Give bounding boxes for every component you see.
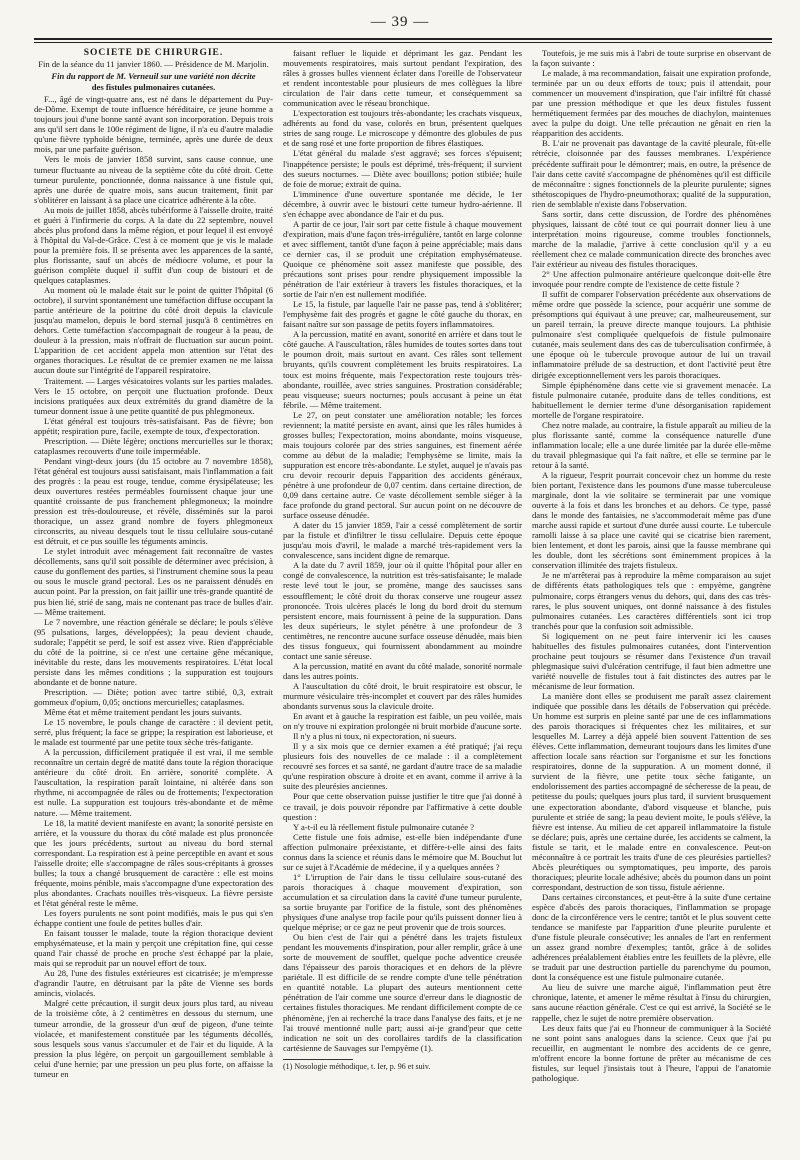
paragraph: Le 7 novembre, une réaction générale se déclare; le pouls s'élève (95 pulsations, larges, développées); la peau devient chaude, sudorale; l'appétit se perd, le soif est assez vive. Rien d'appréciable du côté de la poitrine, si ce n'est une certaine gêne mécanique, inévitable du reste, dans les mouvements respiratoires. L'état local persiste dans les mêmes conditions ; la suppuration est toujours abondante et de bonne nature. (34, 616, 273, 687)
paragraph: Il y a six mois que ce dernier examen a été pratiqué; j'ai reçu plusieurs fois des nouvelles de ce malade : il a complètement recouvré ses forces et sa santé, ne gardant d'autre trace de sa maladie qu'une respiration obscure à droite et en avant, comme il arrive à la suite des pleurésies anciennes. (283, 741, 522, 792)
footnote-rule (283, 1059, 353, 1060)
paragraph: L'imminence d'une ouverture spontanée me décide, le 1er décembre, à ouvrir avec le bistouri cette tumeur hydro-aérienne. Il s'en échappe avec abondance de l'air et du pus. (283, 188, 522, 219)
paragraph: Simple épiphénomène dans cette vie si gravement menacée. La fistule pulmonaire cutanée, produite dans de telles conditions, est habituellement le dernier terme d'une désorganisation rapidement mortelle de l'organe respiratoire. (532, 379, 771, 420)
report-subtitle: des fistules pulmonaires cutanées. (91, 82, 216, 93)
paragraph: A l'auscultation du côté droit, le bruit respiratoire est obscur, le murmure vésiculaire très-incomplet et couvert par des râles humides abondants survenus sous la clavicule droite. (283, 680, 522, 712)
paragraph: Il n'y a plus ni toux, ni expectoration, ni sueurs. (293, 731, 457, 742)
session-line: Fin de la séance du 11 janvier 1860. — Présidence de M. Marjolin. (38, 59, 269, 70)
paragraph: Le stylet introduit avec ménagement fait reconnaître de vastes décollements, sans qu'il soit possible de déterminer avec précision, à cause du gonflement des parties, si l'instrument chemine sous la peau ou sous le muscle grand pectoral. Les os ne paraissent dénudés en aucun point. Par la pression, on fait jaillir une très-grande quantité de pus bien lié, strié de sang, mais ne contenant pas trace de bulles d'air. — Même traitement. (34, 546, 273, 617)
paragraph: Au moment où le malade était sur le point de quitter l'hôpital (6 octobre), il survint spontanément une tuméfaction diffuse occupant la partie antérieure de la poitrine du côté droit depuis la clavicule jusqu'au mamelon, depuis le bord sternal jusqu'à 8 centimètres en dehors. Cette tuméfaction s'accompagnait de rougeur à la peau, de douleur à la pression, mais n'offrait de fluctuation sur aucun point. L'apparition de cet accident appela mon attention sur l'état des organes thoraciques. Le résultat de ce premier examen ne me laissa aucun doute sur l'intégrité de l'appareil respiratoire. (34, 285, 273, 376)
paragraph: Dans certaines circonstances, et peut-être à la suite d'une certaine espèce d'abcès des parois thoraciques, l'inflammation se propage donc de la circonférence vers le centre; tantôt et le plus souvent cette tendance se manifeste par l'apparition d'une pleurite purulente et d'une fistule pleurale consécutive; les annales de l'art en renferment un assez grand nombre d'exemples; tantôt, grâce à de solides adhérences préalablement établies entre les feuillets de la plèvre, elle se traduit par une destruction partielle du parenchyme du poumon, dont la conséquence est une fistule pulmonaire cutanée. (532, 891, 771, 983)
paragraph: 1° L'irruption de l'air dans le tissu cellulaire sous-cutané des parois thoraciques à chaque mouvement d'expiration, son accumulation et sa circulation dans la cavité d'une tumeur purulente, sa sortie bruyante par l'orifice de la fistule, sont des phénomènes physiques d'une analyse trop facile pour qu'ils puissent donner lieu à quelque méprise; or ce gaz ne peut provenir que de trois sources. (283, 871, 522, 933)
paragraph: Vers le mois de janvier 1858 survint, sans cause connue, une tumeur fluctuante au niveau de la septième côte du côté droit. Cette tumeur purulente, ponctionnée, donna naissance à une fistule qui, après une durée de quatre mois, sans aucun traitement, finit par s'oblitérer en laissant à sa place une cicatrice adhérente à la côte. (34, 154, 273, 205)
header-rule (34, 38, 772, 43)
paragraph: Y a-t-il eu là réellement fistule pulmonaire cutanée ? (293, 821, 475, 832)
paragraph: L'expectoration est toujours très-abondante; les crachats visqueux, adhérents au fond du vase, colorés en brun, présentent quelques stries de sang rouge. Le microscope y démontre des globules de pus et de sang rosé et une forte proportion de fibres élastiques. (283, 108, 522, 149)
paragraph: faisant refluer le liquide et déprimant les gaz. Pendant les mouvements respiratoires, mais surtout pendant l'expiration, des râles à grosses bulles viennent éclater dans l'oreille de l'observateur et rendent incontestable pour plusieurs de mes collègues la libre circulation de l'air dans cette tumeur, et conséquemment sa communication avec le réseau bronchique. (283, 48, 522, 109)
paragraph: F..., âgé de vingt-quatre ans, est né dans le département du Puy-de-Dôme. Exempt de toute influence héréditaire, ce jeune homme a toujours joui d'une bonne santé avant son incorporation. Depuis trois ans qu'il sert dans le 100e régiment de ligne, il n'a eu d'autre maladie qu'une fièvre typhoïde bénigne, terminée, après une durée de deux mois, par une parfaite guérison. (34, 94, 273, 155)
paragraph: Prescription. — Diète légère; onctions mercurielles sur le thorax; cataplasmes recouverts d'une toile imperméable. (34, 435, 273, 456)
paragraph: Pendant vingt-deux jours (du 15 octobre au 7 novembre 1858), l'état général est toujours aussi satisfaisant, mais l'inflammation a fait des progrès : la peau est rouge, tendue, comme érysipélateuse; les deux ouvertures restées perméables fournissent chaque jour une quantité croissante de pus franchement phlegmoneux; la moindre pression est très-douloureuse, et révèle, disséminés sur la paroi thoracique, un assez grand nombre de foyers phlegmoneux circonscrits, au niveau desquels tout le tissu cellulaire sous-cutané est détruit, et ce pus souille les téguments amincis. (34, 455, 273, 547)
paragraph: L'état général du malade s'est aggravé; ses forces s'épuisent; l'inappétence persiste; le pouls est déprimé, très-fréquent; il survient des sueurs nocturnes. — Diète avec bouillons; potion stibiée; huile de foie de morue; extrait de quina. (283, 148, 522, 189)
paragraph: A dater du 15 janvier 1859, l'air a cessé complètement de sortir par la fistule et d'infiltrer le tissu cellulaire. Depuis cette époque jusqu'au mois d'avril, le malade a marché très-rapidement vers la convalescence, sans incident digne de remarque. (283, 520, 522, 561)
paragraph: Prescription. — Diète; potion avec tartre stibié, 0,3, extrait gommeux d'opium, 0,05; onctions mercurielles; cataplasmes. (34, 686, 273, 707)
paragraph: A la percussion, difficilement pratiquée il est vrai, il me semble reconnaître un certain degré de matité dans toute la région thoracique antérieure du côté droit. En arrière, sonorité complète. A l'auscultation, la respiration paraît lointaine, ni altérée dans son rhythme, ni accompagnée de râles ou de frottements; l'expectoration est nulle. La suppuration est toujours très-abondante et de même nature. — Même traitement. (34, 747, 273, 818)
page-number: — 39 — (370, 14, 430, 30)
paragraph: La manière dont elles se produisent me paraît assez clairement indiquée que possible dans les détails de l'observation qui précède. Un homme est surpris en pleine santé par une de ces inflammations des parois thoraciques si fréquentes chez les militaires, et sur lesquelles M. Larrey a déjà appelé bien souvent l'attention de ses élèves. Cette inflammation, demeurant toujours dans les limites d'une affection locale sans réaction sur l'organisme et sur les fonctions respiratoires, donne de la suppuration. A un moment donné, il survient de la fièvre, une petite toux sèche fatigante, un endolorissement des parties accompagné de sécheresse de la peau, de petitesse du pouls; quelques jours plus tard, il survient brusquement une expectoration abondante, d'abord visqueuse et blanche, puis purulente et striée de sang; la peau devient moite, le pouls s'élève, la fièvre est intense. Au milieu de cet appareil inflammatoire la fistule se déclare; puis, après une certaine durée, les accidents se calment, la fistule se tarit, et le malade entre en convalescence. Peut-on méconnaître à ce portrait les traits d'une de ces pleurésies partielles? Abcès pleurétiques ou symptomatiques, peu importe, des parois thoraciques; pleurite locale adhésive; abcès du poumon dans un point correspondant, destruction de son tissu, fistule aérienne. (532, 691, 771, 892)
paragraph: Le 27, on peut constater une amélioration notable; les forces reviennent; la matité persiste en avant, ainsi que les râles humides à grosses bulles; l'expectoration, moins abondante, moins visqueuse, mais toujours colorée par des stries sanguines, est finement aérée comme au début de la maladie; l'emphysème se limite, mais la suppuration est encore très-abondante. Le stylet, auquel je n'avais pas cru devoir recourir depuis l'apparition des accidents généraux, pénètre à une profondeur de 0,07 centim. dans certaine direction, de 0,09 dans certaine autre. Ce vaste décollement semble siéger à la face profonde du grand pectoral. Sur aucun point on ne découvre de surface osseuse dénudée. (283, 409, 522, 521)
paragraph: 2° Une affection pulmonaire antérieure quelconque doit-elle être invoquée pour rendre compte de l'existence de cette fistule ? (532, 269, 771, 290)
paragraph: Le 15, la fistule, par laquelle l'air ne passe pas, tend à s'oblitérer; l'emphysème fait des progrès et gagne le côté gauche du thorax, en faisant naître sur son passage de petits foyers inflammatoires. (283, 299, 522, 330)
paragraph: Même état et même traitement pendant les jours suivants. (44, 707, 242, 718)
column-middle (283, 48, 522, 1148)
paragraph: A partir de ce jour, l'air sort par cette fistule à chaque mouvement d'expiration, mais d'une façon très-irrégulière, tantôt en large colonne et avec sifflement, tantôt d'une façon à peine appréciable; mais dans ce dernier cas, il se produit une crépitation emphysémateuse. Quoique ce phénomène soit assez manifeste que possible, des précautions sont prises pour rendre physiquement impossible la pénétration de l'air extérieur à travers les fistules thoraciques, et la sortie de l'air n'en est nullement modifiée. (283, 218, 522, 300)
paragraph: Les deux faits que j'ai eu l'honneur de communiquer à la Société ne sont point sans analogues dans la science. Ceux que j'ai pu recueillir, en augmentant le nombre des accidents de ce genre, m'offrent encore la bonne fortune de prêter au mécanisme de ces fistules, sur lequel j'insistais tout à l'heure, l'appui de l'anatomie pathologique. (532, 1022, 771, 1083)
paragraph: Il suffit de comparer l'observation précédente aux observations de même ordre que possède la science, pour acquérir une somme de présomptions qui équivaut à une preuve; car, malheureusement, sur un pareil terrain, la preuve directe manque toujours. La phthisie pulmonaire s'est compliquée quelquefois de fistule pulmonaire cutanée, mais seulement dans des cas de tuberculisation confirmée, à une époque où le tubercule provoque autour de lui un travail inflammatoire prélude de sa destruction, et dont l'activité peut être dirigée exceptionnellement vers les parois thoraciques. (532, 289, 771, 380)
paragraph: En avant et à gauche la respiration est faible, un peu voilée, mais on n'y trouve ni expiration prolongée ni bruit morbide d'aucune sorte. (283, 711, 522, 732)
paragraph: A la date du 7 avril 1859, jour où il quitte l'hôpital pour aller en congé de convalescence, la nutrition est très-satisfaisante; le malade reste levé tout le jour, se promène, mange des saucisses sans essoufflement; le côté droit du thorax conserve une rougeur assez prononcée. Trois ulcères placés le long du bord droit du sternum persistent encore, mais fournissent à peine de la suppuration. Dans les deux supérieurs, le stylet pénètre à une profondeur de 3 centimètres, ne rencontre aucune surface osseuse dénudée, mais bien des tissus fongueux, qui fournissent abondamment au moindre contact une sanie séreuse. (283, 560, 522, 661)
paragraph: Pour que cette observation puisse justifier le titre que j'ai donné à ce travail, je dois pouvoir répondre par l'affirmative à cette double question : (283, 791, 522, 822)
paragraph: Le malade, à ma recommandation, faisait une expiration profonde, terminée par un ou deux efforts de toux; puis il attendait, pour commencer un mouvement d'inspiration, que l'air infiltré fût chassé par une pression méthodique et que les deux fistules fussent hermétiquement fermées par des mouches de diachylon, maintenues avec la pulpe du doigt. Une telle précaution ne gênait en rien la réapparition des accidents. (532, 68, 771, 139)
paragraph: Au mois de juillet 1858, abcès tubériforme à l'aisselle droite, traité et guéri à l'infirmerie du corps. A la date du 22 septembre, nouvel abcès plus profond dans la même région, et pour lequel il est envoyé à l'hôpital du Val-de-Grâce. C'est à ce moment que je vis le malade pour la première fois. Il se présenta avec les apparences de la santé, plus florissante, sauf un abcès de médiocre volume, et pour la guérison complète duquel il suffit d'un coup de bistouri et de quelques cataplasmes. (34, 204, 273, 286)
paragraph: Malgré cette précaution, il surgit deux jours plus tard, au niveau de la troisième côte, à 2 centimètres en dessous du sternum, une tumeur arrondie, de la grosseur d'un œuf de pigeon, d'une teinte violacée, et manifestement constituée par les téguments décollés, sous lesquels sous vanus s'accumuler et de l'air et du liquide. A la pression la plus légère, on perçoit un gargouillement semblable à celui d'une hernie; par une pression un peu plus forte, on affaisse la tumeur en (34, 998, 273, 1079)
paragraph: Au lieu de suivre une marche aiguë, l'inflammation peut être chronique, latente, et amener le même résultat à l'insu du chirurgien, sans aucune réaction générale. C'est ce qui est arrivé, la Société se le rappelle, chez le sujet de notre première observation. (532, 982, 771, 1023)
paragraph: Je ne m'arrêterai pas à reproduire la même comparaison au sujet de différents états pathologiques tels que : empyème, gangrène pulmonaire, corps étrangers venus du dehors, qui, dans des cas très-rares, le plus souvent uniques, ont donné naissance à des fistules pulmonaires cutanées. Les caractères différentiels sont ici trop tranchés pour que la confusion soit admissible. (532, 570, 771, 631)
paragraph: Toutefois, je me suis mis à l'abri de toute surprise en observant de la façon suivante : (532, 48, 771, 69)
report-title: Fin du rapport de M. Verneuil sur une variété non décrite (51, 71, 256, 82)
paragraph: Sans sortir, dans cette discussion, de l'ordre des phénomènes physiques, laissant de côté tout ce qui pourrait donner lieu à une interprétation moins rigoureuse, comme troubles fonctionnels, marche de la maladie, j'arrive à cette conclusion qu'il y a eu réellement chez ce malade communication directe des bronches avec l'air extérieur au niveau des fistules thoraciques. (532, 208, 771, 269)
paragraph: Le 18, la matité devient manifeste en avant; la sonorité persiste en arrière, et la voussure du thorax du côté malade est plus prononcée que les jours précédents, surtout au niveau du bord sternal correspondant. La respiration est à peine perceptible en avant et sous l'aisselle droite; elle s'accompagne de râles sous-crépitants à grosses bulles; la toux a changé brusquement de caractère : elle est moins fréquente, moins pénible, mais s'accompagne d'une expectoration des plus abondantes. Crachats nouilles très-visqueux. La fièvre persiste et l'état général reste le même. (34, 817, 273, 908)
paragraph: Ou bien c'est de l'air qui a pénétré dans les trajets fistuleux pendant les mouvements d'inspiration, pour aller remplir, grâce à une sorte de mouvement de soufflet, quelque poche adventice creusée dans l'épaisseur des parois thoraciques et en dehors de la plèvre pariétale. Il est difficile de se rendre compte d'une telle pénétration en quantité notable. La plupart des auteurs mentionnent cette pénétration de l'air comme une source d'erreur dans le diagnostic de certaines fistules thoraciques. Me rendant difficilement compte de ce phénomène, j'en ai recherché la trace dans l'analyse des faits, et je ne l'ai trouvé mentionné nulle part; aussi ai-je grand'peur que cette indication ne soit un des corollaires tardifs de la classification cartésienne de Sauvages sur l'empyème (1). (283, 932, 522, 1053)
paragraph: Traitement. — Larges vésicatoires volants sur les parties malades. Vers le 15 octobre, on perçoit une fluctuation profonde. Deux incisions pratiquées aux deux extrémités du grand diamètre de la tumeur donnent issue à une petite quantité de pus phlegmoneux. (34, 375, 273, 416)
paragraph: Cette fistule une fois admise, est-elle bien indépendante d'une affection pulmonaire préexistante, et diffère-t-elle ainsi des faits connus dans la science et réunis dans le mémoire que M. Bouchut lut sur ce sujet à l'Académie de médecine, il y a quelques années ? (283, 831, 522, 872)
column-left (34, 48, 273, 1148)
paragraph: B. L'air ne provenait pas davantage de la cavité pleurale, fût-elle rétrécie, cloisonnée par des fausses membranes. L'expérience précédente suffirait pour le démontrer; mais, en outre, la présence de l'air dans cette cavité s'accompagne de phénomènes qu'il est difficile de méconnaître : signes fonctionnels de la pleurite purulente; signes sthétoscopiques de l'hydro-pneumothorax; qualité de la suppuration, rien de semblable n'existe dans l'observation. (532, 138, 771, 209)
paragraph: Chez notre malade, au contraire, la fistule apparaît au milieu de la plus florissante santé, comme la conséquence naturelle d'une inflammation locale; elle a une durée limitée par la durée elle-même du travail phlegmasique qui l'a fait naître, et elle se termine par le retour à la santé. (532, 419, 771, 470)
paragraph: Si logiquement on ne peut faire intervenir ici les causes habituelles des fistules pulmonaires cutanées, dont l'intervention prochaine peut toujours se résumer dans l'existence d'un travail phlegmasique suivi d'ulcération centrifuge, il faut bien admettre une variété nouvelle de fistules tout à fait distinctes des autres par le mécanisme de leur formation. (532, 630, 771, 691)
paragraph: Au 28, l'une des fistules extérieures est cicatrisée; je m'empresse d'agrandir l'autre, en détruisant par la pâte de Vienne ses bords amincis, violacés. (34, 968, 273, 999)
paragraph: L'état général est toujours très-satisfaisant. Pas de fièvre; bon appétit; respiration pure, facile, exempte de toux, d'expectoration. (34, 415, 273, 436)
article-columns (34, 48, 772, 1148)
footnote: (1) Nosologie méthodique, t. Ier, p. 96 et suiv. (283, 1061, 431, 1071)
column-right (532, 48, 771, 1148)
paragraph: A la rigueur, l'esprit pourrait concevoir chez un homme du reste bien portant, l'existence dans les poumons d'une masse tuberculeuse marginale, dont la vie solitaire se terminerait par une vomique ouverte à la fois et dans les bronches et au dehors. Ce type, passé dans le monde des fantaisies, ne s'accommoderait même pas d'une marche aussi rapide et surtout d'une durée aussi courte. Le tubercule ramolli laisse à sa place une cavité qui se cicatrise bien rarement, bien lentement, et dont les parois, ainsi que la fausse membrane qui les double, dont les sécrétions sont éminemment propices à la conservation illimitée des trajets fistuleux. (532, 469, 771, 571)
paragraph: A la percussion, matité en avant du côté malade, sonorité normale dans les autres points. (283, 660, 522, 681)
society-heading: SOCIÉTÉ DE CHIRURGIE. (83, 48, 224, 58)
paragraph: Les foyers purulents ne sont point modifiés, mais le pus qui s'en échappe contient une foule de petites bulles d'air. (34, 907, 273, 929)
paragraph: Le 15 novembre, le pouls change de caractère : il devient petit, serré, plus fréquent; la face se grippe; la respiration est laborieuse, et le malade est tourmenté par une petite toux sèche très-fatigante. (34, 717, 273, 748)
paragraph: A la percussion, matité en avant, sonorité en arrière et dans tout le côté gauche. A l'auscultation, râles humides de toutes sortes dans tout le poumon droit, mais surtout en avant. Ces râles sont tellement bruyants, qu'ils couvrent complètement les bruits respiratoires. La toux est moins fréquente, mais l'expectoration reste toujours très-abondante, rouillée, avec stries sanguines. Prostration considérable; peau visqueuse; sueurs nocturnes; pouls accusant à peine un état fébrile. — Même traitement. (283, 329, 522, 410)
paragraph: En faisant tousser le malade, toute la région thoracique devient emphysémateuse, et la main y perçoit une crépitation fine, qui cesse quand l'air chassé de proche en proche s'est échappé par la plaie, mais qui se reproduit par un nouvel effort de toux. (34, 928, 273, 969)
